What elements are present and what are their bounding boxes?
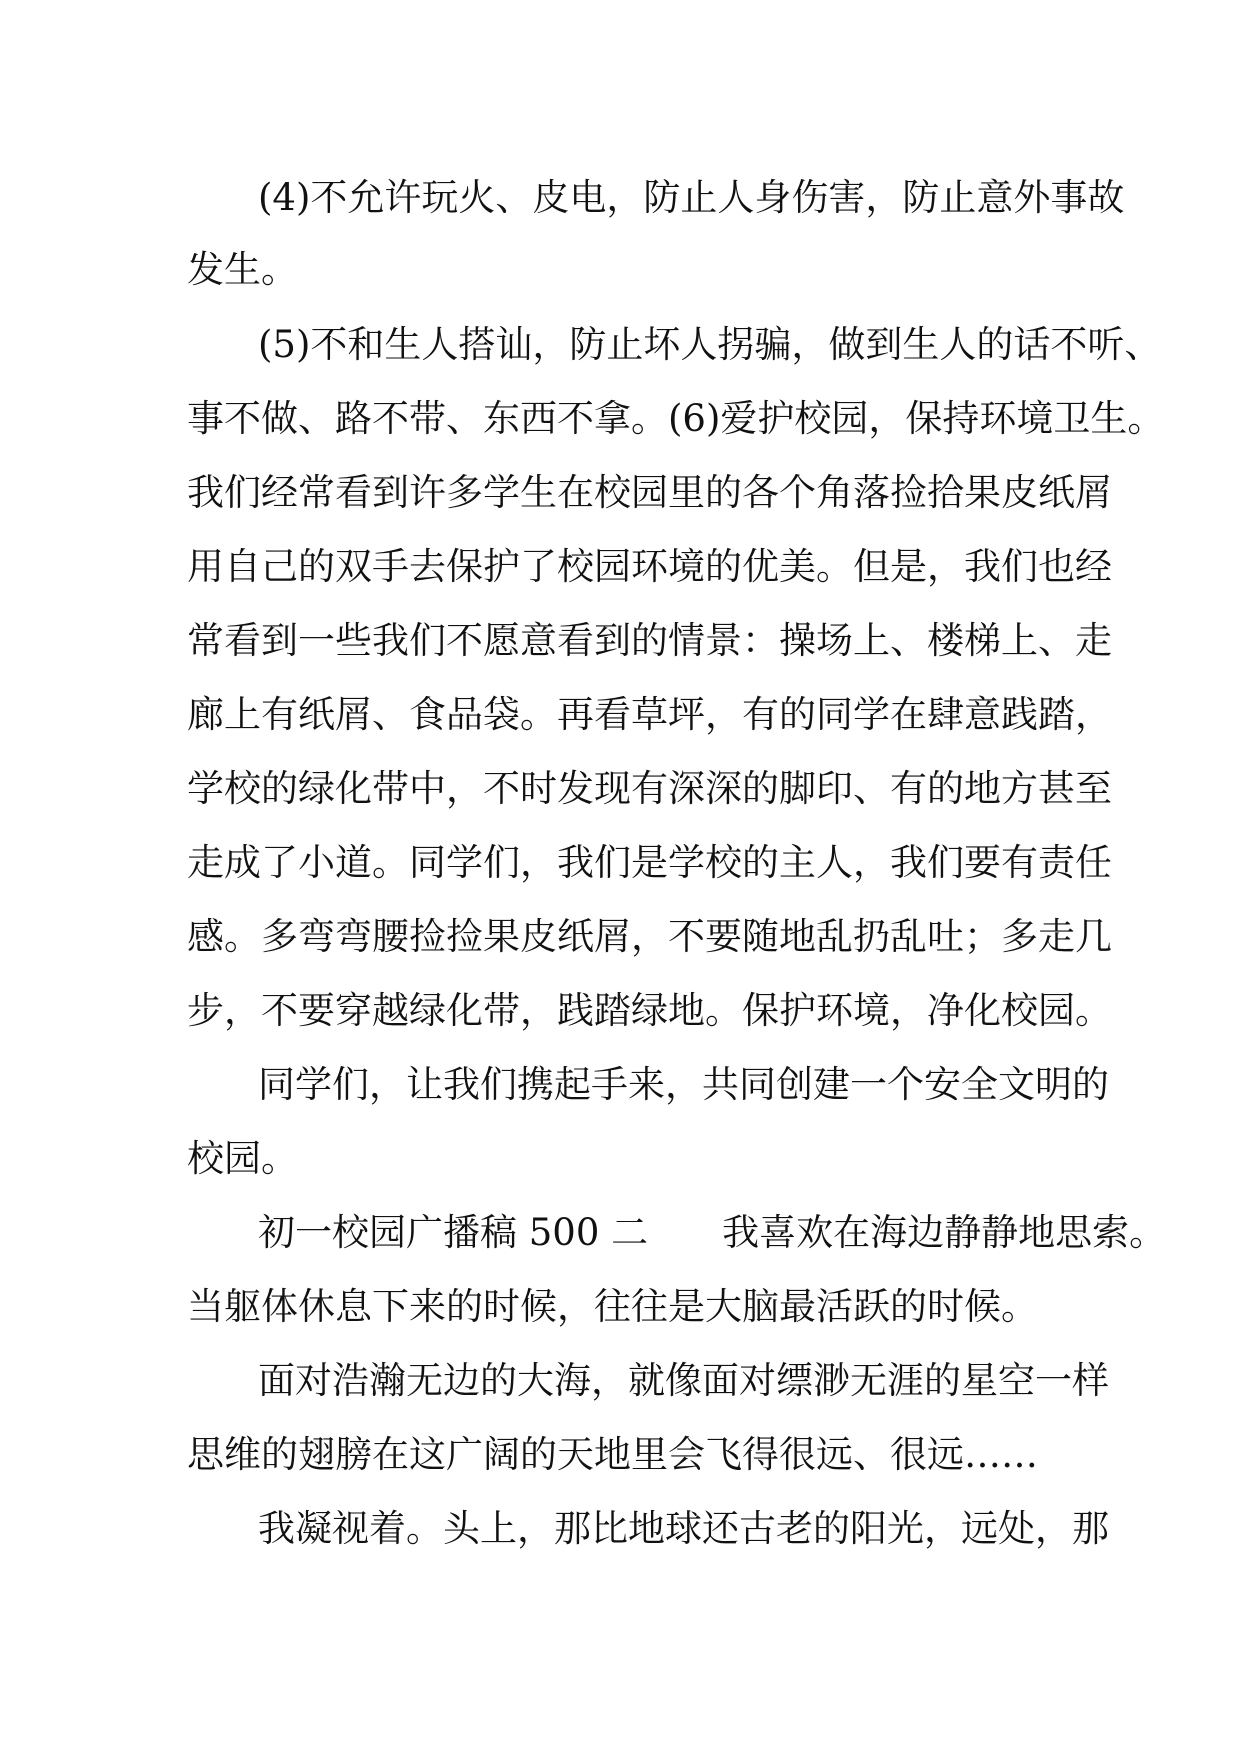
text-line: 事不做、路不带、东西不拿。(6)爱护校园，保持环境卫生。 — [187, 397, 1165, 440]
text-line: 学校的绿化带中，不时发现有深深的脚印、有的地方甚至 — [187, 767, 1112, 810]
text-line: (5)不和生人搭讪，防止坏人拐骗，做到生人的话不听、 — [258, 323, 1162, 366]
text-line: 初一校园广播稿 500 二 我喜欢在海边静静地思索。 — [258, 1211, 1167, 1254]
text-line: 我们经常看到许多学生在校园里的各个角落捡拾果皮纸屑 — [187, 471, 1112, 514]
text-line: 用自己的双手去保护了校园环境的优美。但是，我们也经 — [187, 545, 1112, 588]
text-line: 思维的翅膀在这广阔的天地里会飞得很远、很远…… — [187, 1433, 1038, 1476]
text-line: 当躯体休息下来的时候，往往是大脑最活跃的时候。 — [187, 1285, 1038, 1328]
text-line: 步，不要穿越绿化带，践踏绿地。保护环境，净化校园。 — [187, 989, 1112, 1032]
text-line: 廊上有纸屑、食品袋。再看草坪，有的同学在肆意践踏， — [187, 693, 1112, 736]
text-line: 我凝视着。头上，那比地球还古老的阳光，远处，那 — [258, 1507, 1109, 1550]
text-line: (4)不允许玩火、皮电，防止人身伤害，防止意外事故 — [258, 176, 1125, 219]
text-line: 校园。 — [187, 1137, 298, 1180]
text-line: 走成了小道。同学们，我们是学校的主人，我们要有责任 — [187, 841, 1112, 884]
text-line: 常看到一些我们不愿意看到的情景：操场上、楼梯上、走 — [187, 619, 1112, 662]
text-line: 面对浩瀚无边的大海，就像面对缥渺无涯的星空一样 — [258, 1359, 1109, 1402]
text-line: 同学们，让我们携起手来，共同创建一个安全文明的 — [258, 1063, 1109, 1106]
text-line: 发生。 — [187, 248, 298, 291]
text-line: 感。多弯弯腰捡捡果皮纸屑，不要随地乱扔乱吐；多走几 — [187, 915, 1112, 958]
